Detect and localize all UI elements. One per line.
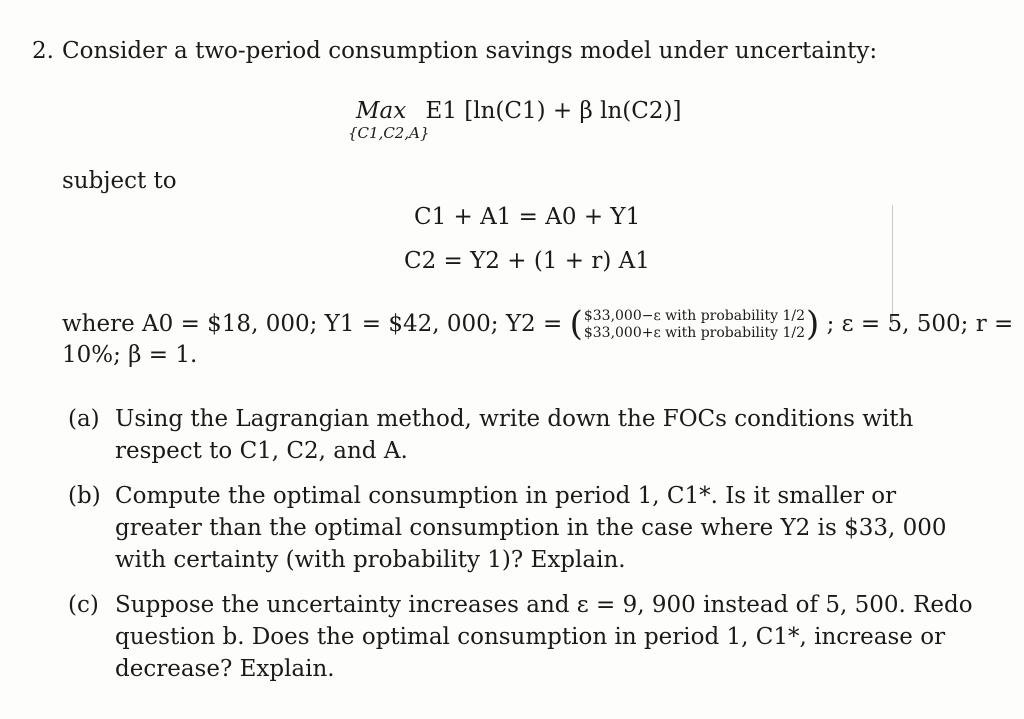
param-epsilon: ; ε = 5, 500; xyxy=(826,311,969,337)
param-a0: A0 = $18, 000; xyxy=(142,311,318,337)
question-text: Compute the optimal consumption in period 1, C1*. Is it smaller or greater than the optimal consumption in the case where Y2 is $33, 000 with certainty (with probability 1)? Explain. xyxy=(115,483,947,573)
budget-constraint-2: C2 = Y2 + (1 + r) A1 xyxy=(404,248,650,274)
param-y2-label: Y2 = xyxy=(505,311,563,337)
question-label: (c) xyxy=(68,592,99,618)
question-label: (b) xyxy=(68,483,101,509)
subject-to-label: subject to xyxy=(62,168,177,194)
objective-function: E1 [ln(C1) + β ln(C2)] xyxy=(425,98,682,124)
max-operator: Max xyxy=(356,98,407,124)
param-r-label: r = xyxy=(975,311,1014,337)
y2-cases xyxy=(584,308,805,342)
where-label: where xyxy=(62,311,135,337)
param-r-beta: 10%; β = 1. xyxy=(62,342,198,368)
left-paren: ( xyxy=(569,304,583,344)
right-paren: ) xyxy=(806,304,820,344)
problem-number: 2. xyxy=(32,38,54,64)
objective-equation xyxy=(348,98,682,142)
y2-case-low: $33,000−ε with probability 1/2 xyxy=(583,308,806,324)
max-subscript: {C1,C2,A} xyxy=(348,124,430,142)
question-text: Using the Lagrangian method, write down the FOCs conditions with respect to C1, C2, and A. xyxy=(115,406,914,464)
budget-constraint-1: C1 + A1 = A0 + Y1 xyxy=(414,204,641,230)
problem-intro: Consider a two-period consumption savings model under uncertainty: xyxy=(62,38,878,64)
y2-case-high: $33,000+ε with probability 1/2 xyxy=(583,325,806,341)
question-text: Suppose the uncertainty increases and ε = 9, 900 instead of 5, 500. Redo question b. Does the optimal consumption in period 1, C1*, increase or decrease? Explain. xyxy=(115,592,973,682)
question-label: (a) xyxy=(68,406,100,432)
parameters-line xyxy=(62,304,1013,344)
param-y1: Y1 = $42, 000; xyxy=(324,311,499,337)
